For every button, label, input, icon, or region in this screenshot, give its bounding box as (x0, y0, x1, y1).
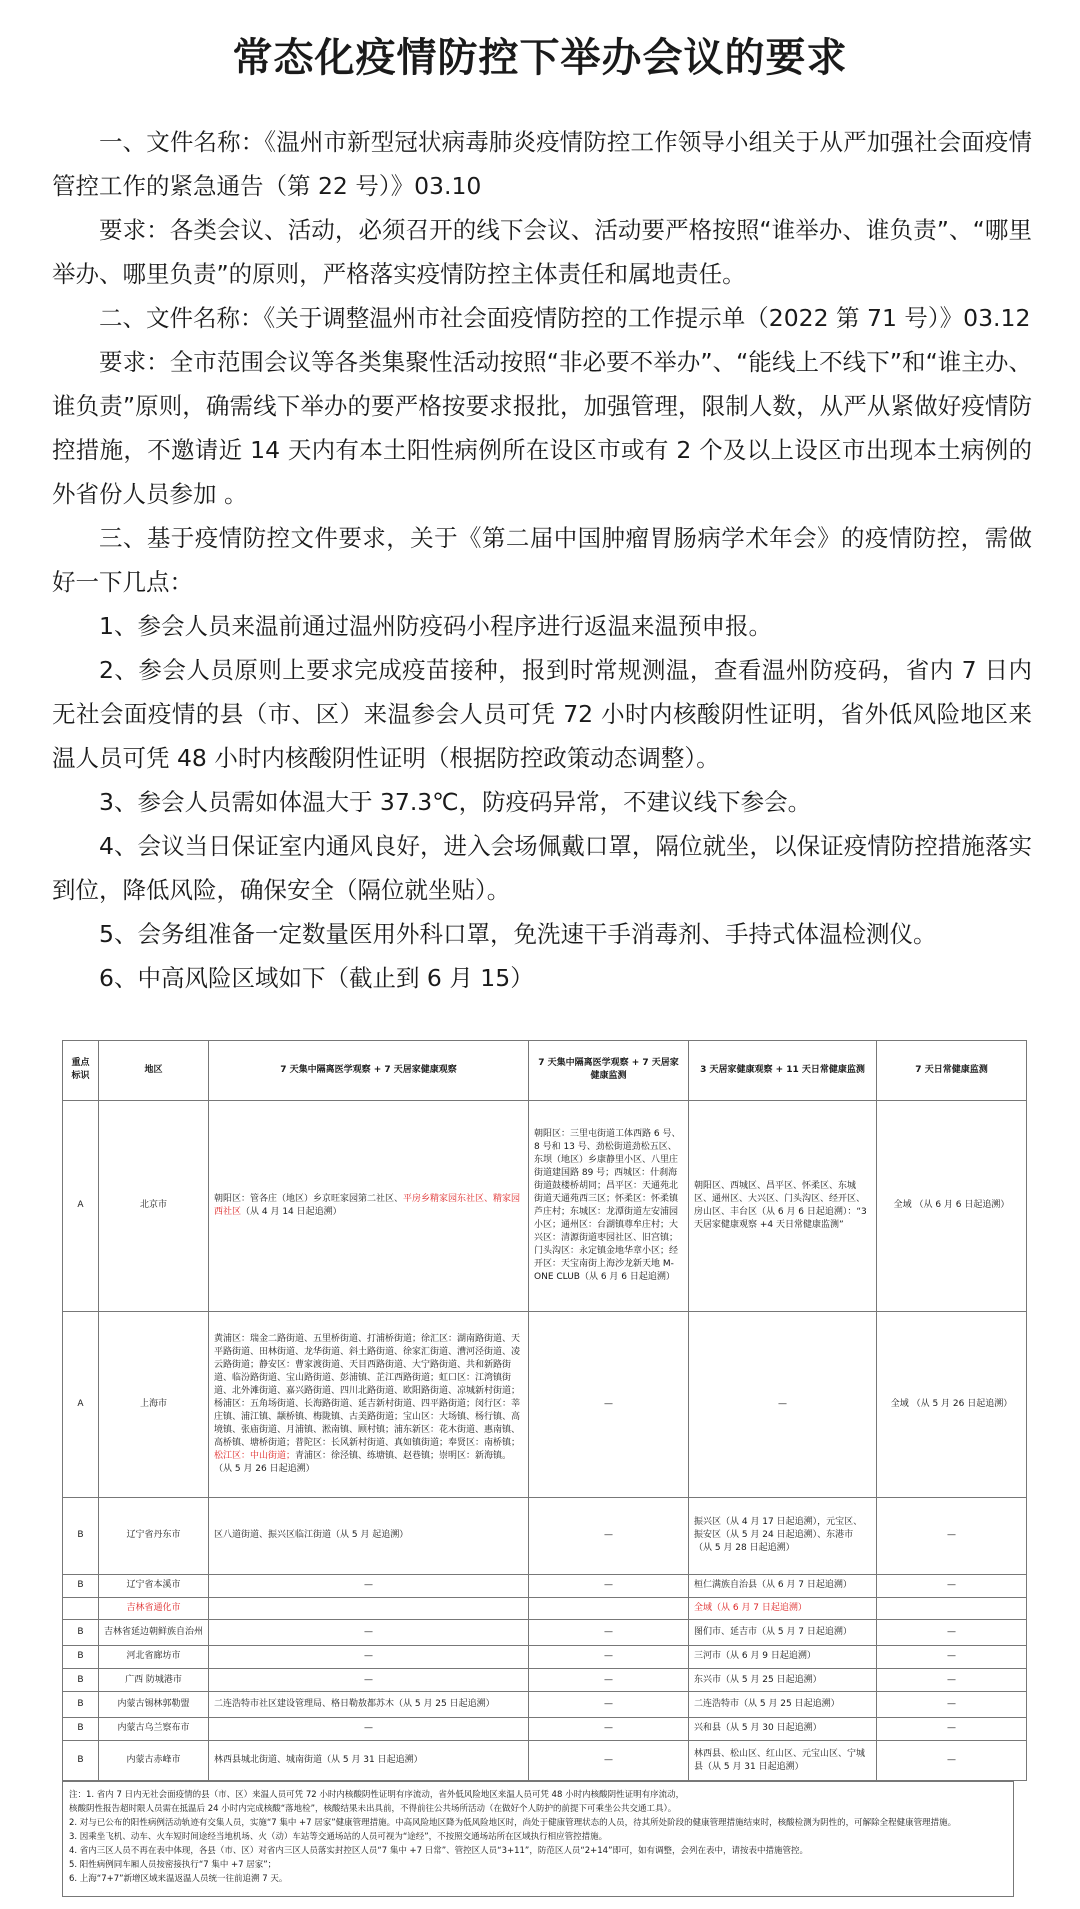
header-level: 重点标识 (63, 1041, 99, 1101)
page-title: 常态化疫情防控下举办会议的要求 (232, 35, 848, 81)
note-line: 注：1. 省内 7 日内无社会面疫情的县（市、区）来温人员可凭 72 小时内核酸阴性证明有序流动，省外低风险地区来温人员可凭 48 小时内核酸阴性证明有序流动， (69, 1790, 685, 1800)
text-highlight: 平房乡精家园东社区、精家园西社区 (214, 1193, 521, 1217)
row-col2 (529, 1597, 689, 1619)
row-region: 北京市 (99, 1100, 209, 1311)
table-row (63, 1717, 1027, 1740)
paragraph-file-1: 一、文件名称：《温州市新型冠状病毒肺炎疫情防控工作领导小组关于从严加强社会面疫情管控工作的紧急通告（第 22 号）》03.10 (52, 128, 1032, 200)
list-item-1: 1、参会人员来温前通过温州防疫码小程序进行返温来温预申报。 (99, 612, 772, 640)
row-col1: 区八道街道、振兴区临江街道（从 5 月 起追溯） (209, 1498, 529, 1575)
row-level: B (63, 1498, 99, 1575)
row-col1: — (209, 1645, 529, 1668)
header-region: 地区 (99, 1041, 209, 1101)
note-line: 2. 对与已公布的阳性病例活动轨迹有交集人员，实施“7 集中 +7 居家”健康管理措施。中高风险地区降为低风险地区时，尚处于健康管理状态的人员，待其所处阶段的健康管理措施结束时，核酸检测为阴性的，可解除全程健康管理措施。 (69, 1818, 957, 1828)
row-col2: — (529, 1741, 689, 1781)
table-row (63, 1645, 1027, 1668)
row-col3: 图们市、延吉市（从 5 月 7 日起追溯） (689, 1620, 877, 1646)
row-col2: — (529, 1574, 689, 1597)
note-line: 5. 阳性病例同车厢人员按密接执行“7 集中 +7 居家”； (69, 1860, 277, 1870)
list-item-3: 3、参会人员需如体温大于 37.3℃，防疫码异常，不建议线下参会。 (99, 788, 812, 816)
row-col2: — (529, 1717, 689, 1740)
row-region: 辽宁省丹东市 (99, 1498, 209, 1575)
row-level: B (63, 1668, 99, 1691)
table-row (63, 1668, 1027, 1691)
row-col2: — (529, 1620, 689, 1646)
row-col2: — (529, 1668, 689, 1691)
row-col1: 二连浩特市社区建设管理局、格日勒敖都苏木（从 5 月 25 日起追溯） (209, 1692, 529, 1718)
row-region: 辽宁省本溪市 (99, 1574, 209, 1597)
row-region: 吉林省通化市 (99, 1597, 209, 1619)
row-level: B (63, 1645, 99, 1668)
row-region: 广西 防城港市 (99, 1668, 209, 1691)
row-col2: — (529, 1692, 689, 1718)
row-region: 河北省廊坊市 (99, 1645, 209, 1668)
row-col1 (209, 1597, 529, 1619)
text-normal: 青浦区：徐泾镇、练塘镇、赵巷镇；崇明区：新海镇。（从 5 月 26 日起追溯） (214, 1450, 512, 1474)
list-item-2: 2、参会人员原则上要求完成疫苗接种，报到时常规测温，查看温州防疫码，省内 7 日内无社会面疫情的县（市、区）来温参会人员可凭 72 小时内核酸阴性证明，省外低风险地区来温人员可凭 48 小时内核酸阴性证明（根据防控政策动态调整）。 (52, 656, 1032, 772)
paragraph-section-3: 三、基于疫情防控文件要求，关于《第二届中国肿瘤胃肠病学术年会》的疫情防控，需做好一下几点： (52, 524, 1032, 596)
text-normal: 朝阳区：管各庄（地区）乡京旺家园第二社区、 (214, 1193, 404, 1204)
risk-area-table (62, 1040, 1027, 1781)
row-level: B (63, 1741, 99, 1781)
row-col4 (877, 1597, 1027, 1619)
paragraph-requirement-1: 要求：各类会议、活动，必须召开的线下会议、活动要严格按照“谁举办、谁负责”、“哪里举办、哪里负责”的原则，严格落实疫情防控主体责任和属地责任。 (52, 216, 1032, 288)
table-row (63, 1692, 1027, 1718)
row-region: 内蒙古乌兰察布市 (99, 1717, 209, 1740)
note-line: 6. 上海“7+7”新增区域来温返温人员统一往前追溯 7 天。 (69, 1874, 288, 1884)
header-col3: 3 天居家健康观察 + 11 天日常健康监测 (689, 1041, 877, 1101)
table-row (63, 1311, 1027, 1497)
row-region: 吉林省延边朝鲜族自治州 (99, 1620, 209, 1646)
row-col4: — (877, 1498, 1027, 1575)
text-normal: （从 4 月 14 日起追溯） (241, 1206, 342, 1217)
row-col4: — (877, 1668, 1027, 1691)
row-col3: 桓仁满族自治县（从 6 月 7 日起追溯） (689, 1574, 877, 1597)
row-col4: — (877, 1645, 1027, 1668)
row-level: A (63, 1311, 99, 1497)
table-header-row (63, 1041, 1027, 1101)
row-col3: 东兴市（从 5 月 25 日起追溯） (689, 1668, 877, 1691)
header-col4: 7 天日常健康监测 (877, 1041, 1027, 1101)
paragraph-file-2: 二、文件名称：《关于调整温州市社会面疫情防控的工作提示单（2022 第 71 号）》03.12 (99, 304, 1031, 332)
row-col1: 林西县城北街道、城南街道（从 5 月 31 日起追溯） (209, 1741, 529, 1781)
note-line: 核酸阴性报告超时限人员需在抵温后 24 小时内完成核酸“落地检”，核酸结果未出具前，不得前往公共场所活动（在做好个人防护的前提下可乘坐公共交通工具）。 (69, 1804, 677, 1814)
row-col1 (209, 1311, 529, 1497)
row-col1: — (209, 1574, 529, 1597)
row-col3: 二连浩特市（从 5 月 25 日起追溯） (689, 1692, 877, 1718)
row-col3: — (689, 1311, 877, 1497)
row-level (63, 1597, 99, 1619)
list-item-4: 4、会议当日保证室内通风良好，进入会场佩戴口罩，隔位就坐，以保证疫情防控措施落实到位，降低风险，确保安全（隔位就坐贴）。 (52, 832, 1032, 904)
row-col3: 振兴区（从 4 月 17 日起追溯），元宝区、振安区（从 5 月 24 日起追溯）、东港市（从 5 月 28 日起追溯） (689, 1498, 877, 1575)
row-col4: — (877, 1692, 1027, 1718)
table-notes (62, 1781, 1014, 1897)
table-row (63, 1620, 1027, 1646)
row-col4: — (877, 1741, 1027, 1781)
row-level: A (63, 1100, 99, 1311)
row-col3: 三河市（从 6 月 9 日起追溯） (689, 1645, 877, 1668)
row-col1 (209, 1100, 529, 1311)
row-col4: 全域 （从 6 月 6 日起追溯） (877, 1100, 1027, 1311)
row-level: B (63, 1620, 99, 1646)
table-row (63, 1597, 1027, 1619)
row-col4: — (877, 1574, 1027, 1597)
row-level: B (63, 1574, 99, 1597)
table-row (63, 1574, 1027, 1597)
list-item-6: 6、中高风险区域如下（截止到 6 月 15） (99, 964, 534, 992)
row-col2: — (529, 1645, 689, 1668)
row-col1: — (209, 1620, 529, 1646)
table-row (63, 1100, 1027, 1311)
row-region: 内蒙古赤峰市 (99, 1741, 209, 1781)
header-col1: 7 天集中隔离医学观察 + 7 天居家健康观察 (209, 1041, 529, 1101)
row-level: B (63, 1692, 99, 1718)
row-region: 内蒙古锡林郭勒盟 (99, 1692, 209, 1718)
row-col2: 朝阳区：三里屯街道工体西路 6 号、8 号和 13 号、劲松街道劲松五区、东坝（地区）乡康静里小区、八里庄街道建国路 89 号；西城区：什刹海街道鼓楼桥胡同；昌平区：天通苑北街道天通苑西三区；怀柔区：怀柔镇芦庄村；东城区：龙潭街道左安浦园小区；通州区：台湖镇尊牟庄村；大兴区：清源街道枣园社区、旧宫镇；门头沟区：永定镇金地华章小区；经开区：天宝南街上海沙龙新天地 M-ONE CLUB（从 6 月 6 日起追溯） (529, 1100, 689, 1311)
text-normal: 黄浦区：瑞金二路街道、五里桥街道、打浦桥街道；徐汇区：湖南路街道、天平路街道、田林街道、龙华街道、斜土路街道、徐家汇街道、漕河泾街道、凌云路街道；静安区：曹家渡街道、天目西路街道、大宁路街道、共和新路街道、临汾路街道、宝山路街道、彭浦镇、芷江西路街道；虹口区：江湾镇街道、北外滩街道、嘉兴路街道、四川北路街道、欧阳路街道、凉城新村街道；杨浦区：五角场街道、长海路街道、延吉新村街道、四平路街道；闵行区：莘庄镇、浦江镇、颛桥镇、梅陇镇、古美路街道；宝山区：大场镇、杨行镇、高境镇、张庙街道、月浦镇、淞南镇、顾村镇；浦东新区：花木街道、惠南镇、高桥镇、塘桥街道；普陀区：长风新村街道、真如镇街道；奉贤区：南桥镇； (214, 1333, 521, 1448)
row-col3: 兴和县（从 5 月 30 日起追溯） (689, 1717, 877, 1740)
table-row (63, 1741, 1027, 1781)
table-row (63, 1498, 1027, 1575)
row-col1: — (209, 1668, 529, 1691)
row-region: 上海市 (99, 1311, 209, 1497)
row-level: B (63, 1717, 99, 1740)
row-col1: — (209, 1717, 529, 1740)
header-col2: 7 天集中隔离医学观察 + 7 天居家健康监测 (529, 1041, 689, 1101)
text-highlight: 松江区：中山街道； (214, 1450, 296, 1461)
row-col2: — (529, 1311, 689, 1497)
list-item-5: 5、会务组准备一定数量医用外科口罩，免洗速干手消毒剂、手持式体温检测仪。 (99, 920, 937, 948)
row-col3: 朝阳区、西城区、昌平区、怀柔区、东城区、通州区、大兴区、门头沟区、经开区、房山区、丰台区（从 6 月 6 日起追溯）：“3 天居家健康观察 +4 天日常健康监测” (689, 1100, 877, 1311)
row-col3: 全域（从 6 月 7 日起追溯） (689, 1597, 877, 1619)
note-line: 4. 省内三区人员不再在表中体现，各县（市、区）对省内三区人员落实封控区人员“7 集中 +7 日常”、管控区人员“3+11”，防范区人员“2+14”即可，如有调整，会列在表中，请按表中措施管控。 (69, 1846, 808, 1856)
row-col4: — (877, 1717, 1027, 1740)
paragraph-requirement-2: 要求：全市范围会议等各类集聚性活动按照“非必要不举办”、“能线上不线下”和“谁主办、谁负责”原则，确需线下举办的要严格按要求报批，加强管理，限制人数，从严从紧做好疫情防控措施，不邀请近 14 天内有本土阳性病例所在设区市或有 2 个及以上设区市出现本土病例的外省份人员参加 。 (52, 348, 1032, 508)
row-col2: — (529, 1498, 689, 1575)
row-col4: 全域 （从 5 月 26 日起追溯） (877, 1311, 1027, 1497)
row-col3: 林西县、松山区、红山区、元宝山区、宁城县（从 5 月 31 日起追溯） (689, 1741, 877, 1781)
row-col4: — (877, 1620, 1027, 1646)
note-line: 3. 因乘坐飞机、动车、火车短时间途经当地机场、火（动）车站等交通场站的人员可视为“途经”，不按照交通场站所在区域执行相应管控措施。 (69, 1832, 608, 1842)
